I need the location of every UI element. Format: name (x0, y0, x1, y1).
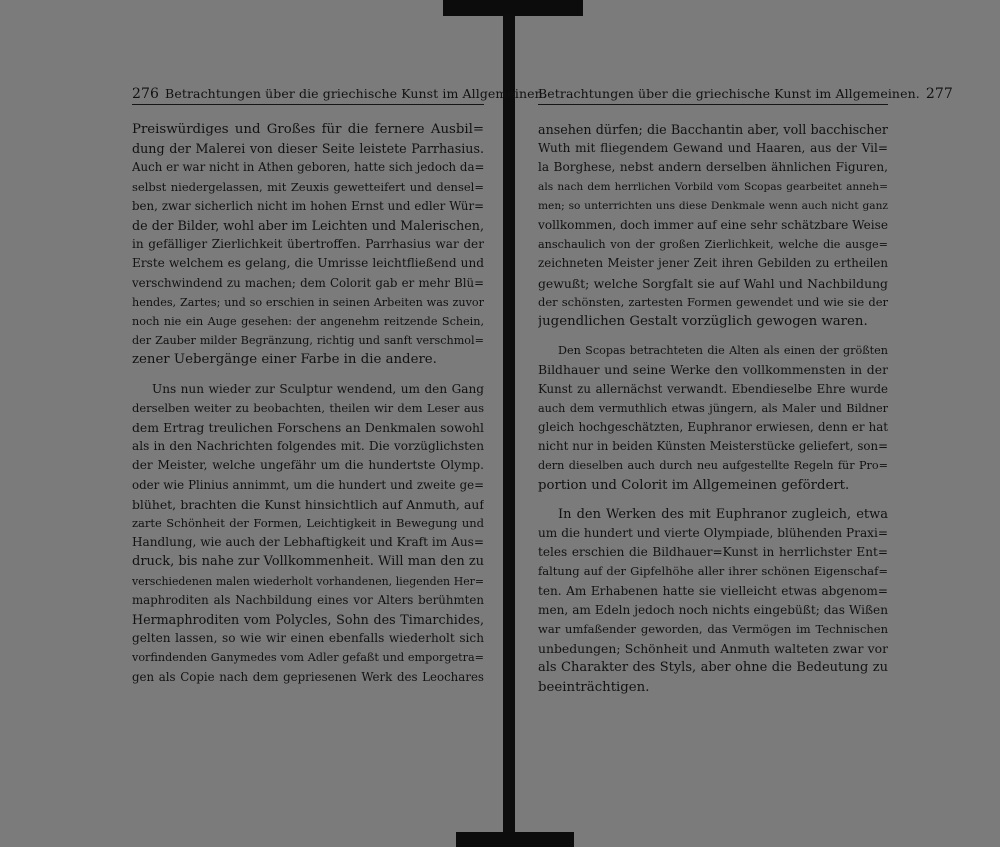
text-line: Erste welchem es gelang, die Umrisse leichtfließend und (132, 256, 484, 271)
text-line: als nach dem herrlichen Vorbild vom Scopas gearbeitet anneh= (538, 180, 888, 193)
text-line: de der Bilder, wohl aber im Leichten und Malerischen, (132, 218, 484, 234)
text-line: dern dieselben auch durch neu aufgestellte Regeln für Pro= (538, 459, 888, 473)
page-number-left: 276 (132, 86, 160, 102)
text-line: Kunst zu allernächst verwandt. Ebendieselbe Ehre wurde (538, 381, 888, 396)
text-line: In den Werken des mit Euphranor zugleich, etwa (558, 506, 888, 522)
text-line: in gefälliger Zierlichkeit übertroffen. Parrhasius war der (132, 237, 484, 252)
text-line: hendes, Zartes; und so erschien in seinen Arbeiten was zuvor (132, 295, 484, 309)
text-line: der Meister, welche ungefähr um die hundertste Olymp. (132, 458, 484, 473)
text-line: Wuth mit fliegendem Gewand und Haaren, aus der Vil= (538, 141, 888, 156)
book-spine-gutter (503, 14, 515, 834)
text-line: war umfaßender geworden, das Vermögen im Technischen (538, 622, 888, 637)
text-line: Bildhauer und seine Werke den vollkommensten in der (538, 362, 888, 378)
text-line: gewußt; welche Sorgfalt sie auf Wahl und Nachbildung (538, 275, 888, 291)
text-line: la Borghese, nebst andern derselben ähnlichen Figuren, (538, 160, 888, 175)
running-head-right (538, 86, 953, 102)
text-line: vollkommen, doch immer auf eine sehr schätzbare Weise (538, 218, 888, 233)
text-line: druck, bis nahe zur Vollkommenheit. Will man den zu (132, 554, 484, 570)
text-line: verschwindend zu machen; dem Colorit gab er mehr Blü= (132, 275, 484, 290)
text-line: portion und Colorit im Allgemeinen gefördert. (538, 477, 850, 493)
text-line: Auch er war nicht in Athen geboren, hatte sich jedoch da= (132, 160, 484, 175)
text-line: dung der Malerei von dieser Seite leistete Parrhasius. (132, 141, 484, 157)
text-line: ten. Am Erhabenen hatte sie vielleicht etwas abgenom= (538, 583, 888, 598)
text-line: zeichneten Meister jener Zeit ihren Gebilden zu ertheilen (538, 256, 888, 271)
text-line: als Charakter des Styls, aber ohne die Bedeutung zu (538, 660, 888, 676)
text-line: zarte Schönheit der Formen, Leichtigkeit in Bewegung und (132, 516, 484, 531)
text-line: dem Ertrag treulichen Forschens an Denkmalen sowohl (132, 420, 484, 436)
text-line: jugendlichen Gestalt vorzüglich gewogen waren. (538, 314, 868, 330)
text-line: Den Scopas betrachteten die Alten als einen der größten (558, 344, 888, 358)
text-line: Hermaphroditen vom Polycles, Sohn des Timarchides, (132, 612, 484, 628)
text-line: teles erschien die Bildhauer=Kunst in herrlichster Ent= (538, 545, 888, 560)
running-head-title-right: Betrachtungen über die griechische Kunst im Allgemeinen. (538, 86, 920, 101)
text-line: ansehen dürfen; die Bacchantin aber, voll bacchischer (538, 122, 888, 137)
text-line: unbedungen; Schönheit und Anmuth walteten zwar vor (538, 641, 888, 657)
text-line: anschaulich von der großen Zierlichkeit, welche die ausge= (538, 238, 888, 252)
text-line: blühet, brachten die Kunst hinsichtlich auf Anmuth, auf (132, 496, 484, 512)
text-line: um die hundert und vierte Olympiade, blühenden Praxi= (538, 526, 888, 541)
text-line: men; so unterrichten uns diese Denkmale wenn auch nicht ganz (538, 199, 888, 212)
paragraph (132, 120, 484, 370)
text-line: selbst niedergelassen, mit Zeuxis gewetteifert und densel= (132, 179, 484, 194)
text-line: noch nie ein Auge gesehen: der angenehm reitzende Schein, (132, 315, 484, 329)
left-page (132, 0, 547, 847)
text-line: zener Uebergänge einer Farbe in die andere. (132, 352, 437, 368)
text-line: Uns nun wieder zur Sculptur wendend, um den Gang (152, 381, 484, 396)
paragraph (538, 341, 888, 495)
text-line: derselben weiter zu beobachten, theilen wir dem Leser aus (132, 400, 484, 415)
text-line: Preiswürdiges und Großes für die fernere Ausbil= (132, 122, 484, 137)
right-page (538, 0, 953, 847)
text-line: nicht nur in beiden Künsten Meisterstücke geliefert, son= (538, 439, 888, 454)
text-line: ben, zwar sicherlich nicht im hohen Ernst und edler Wür= (132, 198, 484, 213)
text-line: gen als Copie nach dem gepriesenen Werk des Leochares (132, 669, 484, 684)
text-line: vorfindenden Ganymedes vom Adler gefaßt und emporgetra= (132, 651, 484, 665)
paragraph (538, 505, 888, 697)
text-line: auch dem vermuthlich etwas jüngern, als Maler und Bildner (538, 401, 888, 415)
text-line: der schönsten, zartesten Formen gewendet und wie sie der (538, 294, 888, 309)
page-body-left (132, 120, 484, 687)
text-line: men, am Edeln jedoch noch nichts eingebüßt; das Wißen (538, 602, 888, 617)
text-line: Handlung, wie auch der Lebhaftigkeit und Kraft im Aus= (132, 535, 484, 550)
text-line: als in den Nachrichten folgendes mit. Die vorzüglichsten (132, 439, 484, 454)
text-line: beeinträchtigen. (538, 679, 650, 695)
text-line: maphroditen als Nachbildung eines vor Alters berühmten (132, 592, 484, 607)
header-rule-left (132, 104, 484, 105)
text-line: gleich hochgeschätzten, Euphranor erwiesen, denn er hat (538, 420, 888, 435)
header-rule-right (538, 104, 888, 105)
text-line: faltung auf der Gipfelhöhe aller ihrer schönen Eigenschaf= (538, 564, 888, 579)
text-line: oder wie Plinius annimmt, um die hundert und zweite ge= (132, 477, 484, 492)
running-head-left (132, 86, 547, 102)
text-line: verschiedenen malen wiederholt vorhandenen, liegenden Her= (132, 574, 484, 588)
paragraph (132, 380, 484, 687)
text-line: der Zauber milder Begränzung, richtig und sanft verschmol= (132, 334, 484, 348)
running-head-title-left: Betrachtungen über die griechische Kunst im Allgemeinen. (165, 86, 547, 101)
page-number-right: 277 (925, 86, 953, 102)
paragraph (538, 120, 888, 331)
text-line: gelten lassen, so wie wir einen ebenfalls wiederholt sich (132, 631, 484, 646)
page-body-right (538, 120, 888, 697)
